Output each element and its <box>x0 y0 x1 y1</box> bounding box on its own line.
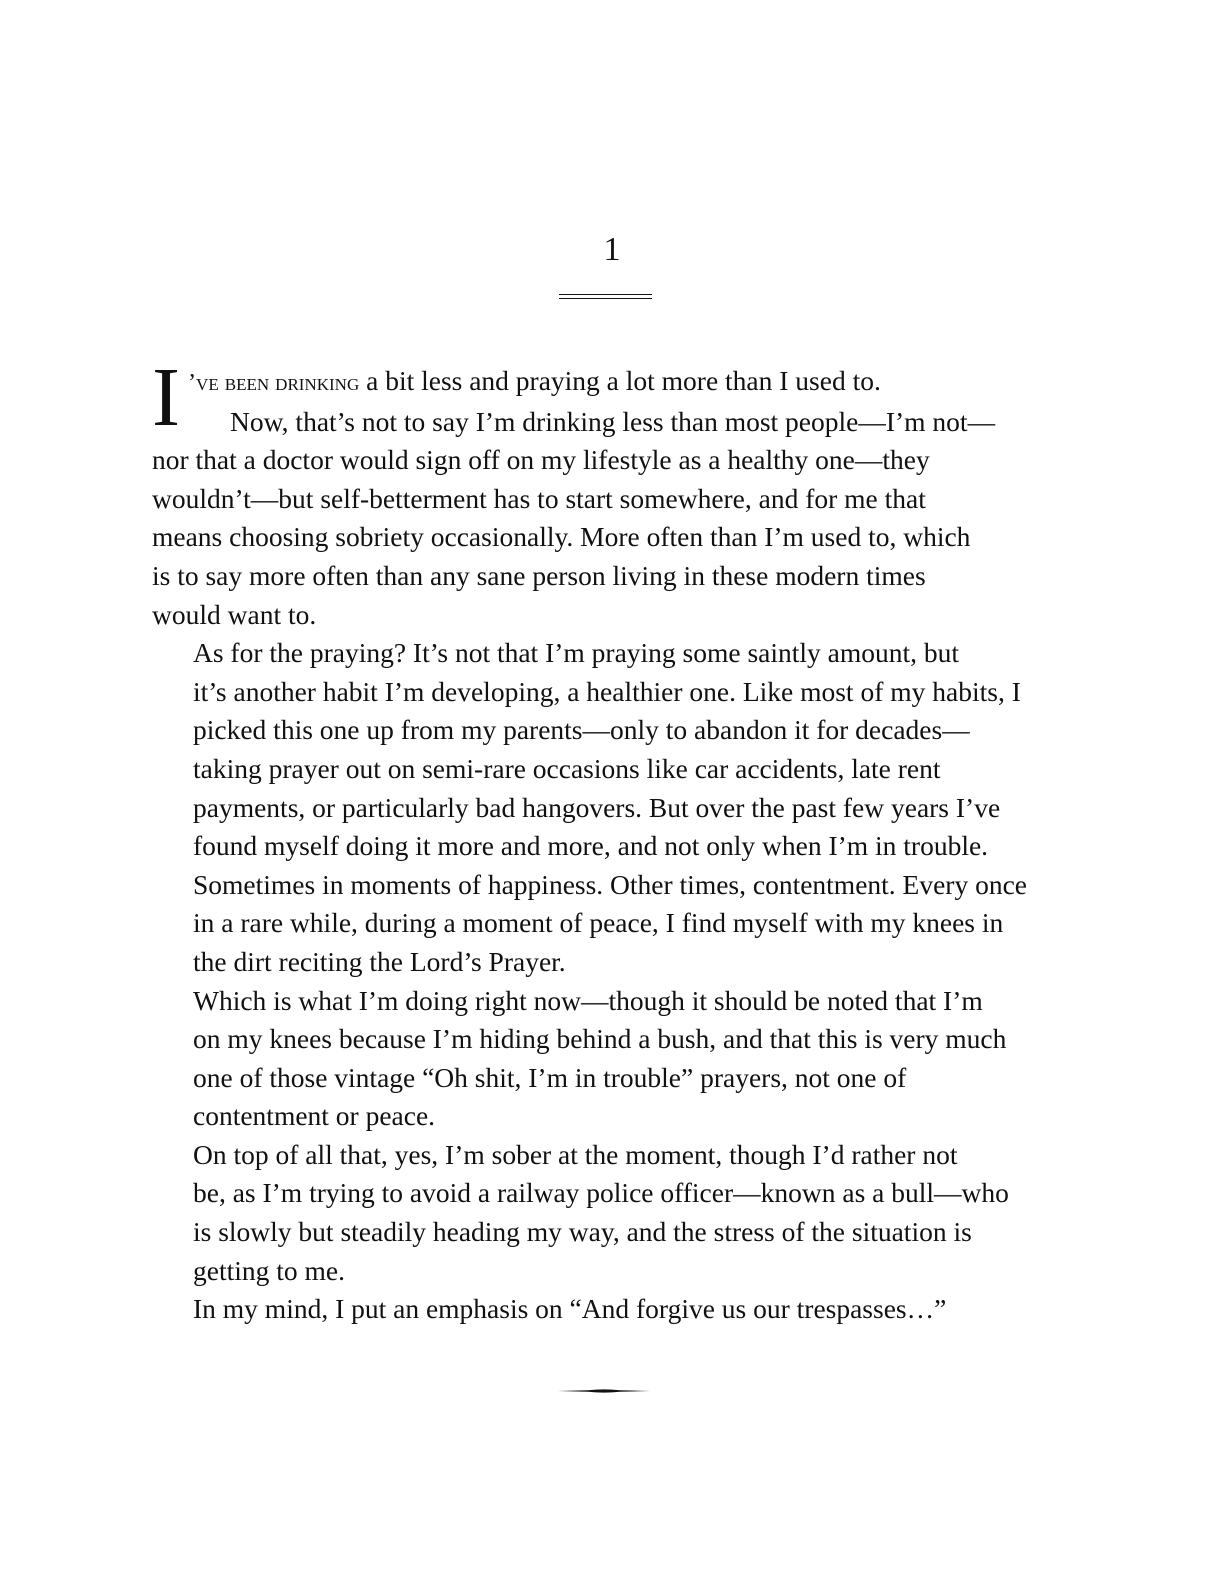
paragraph-line: nor that a doctor would sign off on my lifestyle as a healthy one—they <box>152 444 930 476</box>
paragraph <box>152 982 1062 1136</box>
opening-line-rest: a bit less and praying a lot more than I used to. <box>359 365 881 396</box>
paragraph-line: getting to me. <box>193 1254 345 1286</box>
opening-paragraph <box>152 351 1062 634</box>
paragraph-line: In my mind, I put an emphasis on “And forgive us our trespasses…” <box>193 1293 947 1325</box>
paragraph-line: On top of all that, yes, I’m sober at the moment, though I’d rather not <box>193 1138 958 1170</box>
paragraph-line: on my knees because I’m hiding behind a bush, and that this is very much <box>193 1023 1007 1055</box>
opening-small-caps: ’ve been drinking <box>187 369 360 396</box>
paragraph-line: payments, or particularly bad hangovers. But over the past few years I’ve <box>193 791 1001 823</box>
paragraph-line: found myself doing it more and more, and not only when I’m in trouble. <box>193 830 989 862</box>
chapter-number: 1 <box>603 231 621 268</box>
paragraph-line: one of those vintage “Oh shit, I’m in trouble” prayers, not one of <box>193 1061 907 1093</box>
paragraph <box>152 634 1062 981</box>
paragraph <box>152 1290 1062 1329</box>
paragraph-line: Which is what I’m doing right now—though it should be noted that I’m <box>193 984 983 1016</box>
paragraph-line: Now, that’s not to say I’m drinking less than most people—I’m not— <box>230 405 996 437</box>
paragraph-line: is to say more often than any sane person living in these modern times <box>152 559 926 591</box>
section-end-ornament <box>558 1386 650 1396</box>
paragraph-line: taking prayer out on semi-rare occasions like car accidents, late rent <box>193 752 941 784</box>
paragraph-line: would want to. <box>152 598 317 630</box>
paragraph-line: means choosing sobriety occasionally. More often than I’m used to, which <box>152 521 971 553</box>
paragraph-line: picked this one up from my parents—only to abandon it for decades— <box>193 714 970 746</box>
paragraph-line: As for the praying? It’s not that I’m praying some saintly amount, but <box>193 637 960 669</box>
drop-cap: I <box>152 351 180 444</box>
paragraph-line: Sometimes in moments of happiness. Other times, contentment. Every once <box>193 868 1027 900</box>
chapter-body <box>152 351 1062 1329</box>
paragraph-line: is slowly but steadily heading my way, and the stress of the situation is <box>193 1216 972 1248</box>
chapter-double-rule <box>559 294 652 299</box>
paragraph <box>152 1136 1062 1290</box>
paragraph-line: be, as I’m trying to avoid a railway police officer—known as a bull—who <box>193 1177 1009 1209</box>
paragraph-line: it’s another habit I’m developing, a healthier one. Like most of my habits, I <box>193 675 1021 707</box>
paragraph-line: wouldn’t—but self-betterment has to start somewhere, and for me that <box>152 482 926 514</box>
paragraph-line: in a rare while, during a moment of peace, I find myself with my knees in <box>193 907 1004 939</box>
paragraph-line: the dirt reciting the Lord’s Prayer. <box>193 945 566 977</box>
paragraph-line: contentment or peace. <box>193 1100 436 1132</box>
